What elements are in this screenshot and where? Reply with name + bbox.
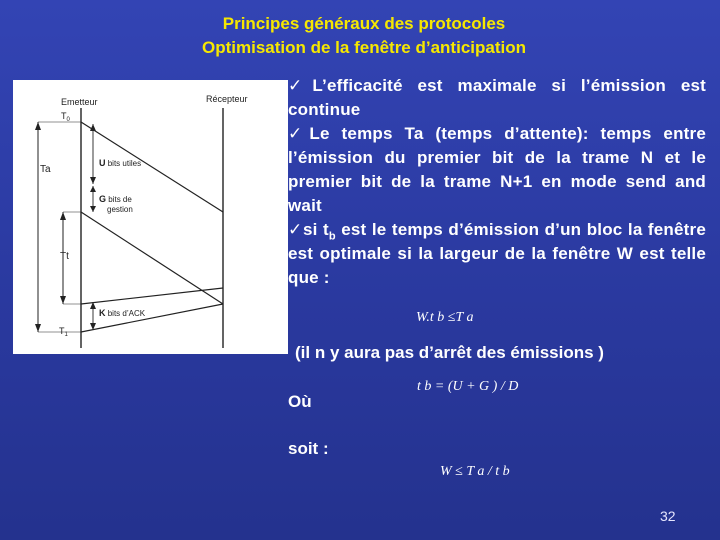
ta-label: Ta (40, 164, 51, 175)
tt-arrow-top (60, 212, 66, 220)
formula-f1-text: W.t b ≤T a (416, 310, 474, 325)
page-number: 32 (660, 508, 676, 524)
tt-arrow-bottom (60, 296, 66, 304)
ta-arrow-top (35, 122, 41, 130)
formula-f2-text: t b = (U + G ) / D (417, 379, 519, 394)
t1-label: $T_1$ (59, 326, 68, 338)
u-label: U bits utiles (99, 158, 142, 168)
k-label: K bits d’ACK (99, 308, 146, 318)
tt-label: Tt (60, 251, 69, 262)
bullet-text-2: Le temps Ta (temps d’attente): temps entre l’émission du premier bit de la trame N et le premier bit de la trame N+1 en mode send and wait (288, 124, 706, 215)
g-arrow-top (90, 186, 96, 192)
formula-f3-text: W ≤ T a / t b (440, 464, 510, 479)
g-label-line2: gestion (107, 205, 133, 214)
timing-diagram-svg (13, 80, 288, 354)
formula-tb-definition (417, 375, 537, 402)
bullet-list (288, 74, 706, 290)
ta-arrow-bottom (35, 324, 41, 332)
timing-diagram (13, 80, 288, 354)
receiver-label: Récepteur (206, 94, 248, 104)
t0-label: $T_0$ (61, 111, 70, 123)
g-label-line1: G bits de (99, 194, 132, 204)
note-thus: soit : (288, 439, 329, 458)
slide-title-line2: Optimisation de la fenêtre d’anticipation (202, 38, 526, 57)
bullet-item-2 (288, 122, 706, 218)
bullet-item-1 (288, 74, 706, 122)
note-where: Où (288, 392, 312, 411)
checkmark-icon: ✓ (288, 124, 310, 144)
u-arrow-top (90, 124, 96, 131)
bullet-text-3-post: est le temps d’émission d’un bloc la fenêtre est optimale si la largeur de la fenêtre W est telle que : (288, 220, 706, 287)
g-arrow-bottom (90, 206, 96, 212)
bullet-text-3-pre: si t (302, 220, 329, 239)
bullet-text-3-sub: b (328, 230, 336, 243)
slide-title-line1: Principes généraux des protocoles (222, 14, 506, 33)
checkmark-icon: ✓ (288, 220, 303, 240)
formula-window-condition (416, 306, 476, 333)
note-no-stop: (il n y aura pas d’arrêt des émissions ) (295, 343, 604, 362)
bullet-item-3 (288, 218, 706, 290)
u-arrow-bottom (90, 177, 96, 184)
bullet-text-1: L’efficacité est maximale si l’émission est continue (288, 76, 707, 119)
emitter-label: Emetteur (61, 97, 98, 107)
ack-line-2 (81, 288, 223, 304)
checkmark-icon: ✓ (288, 76, 313, 96)
formula-window-bound (440, 447, 530, 500)
